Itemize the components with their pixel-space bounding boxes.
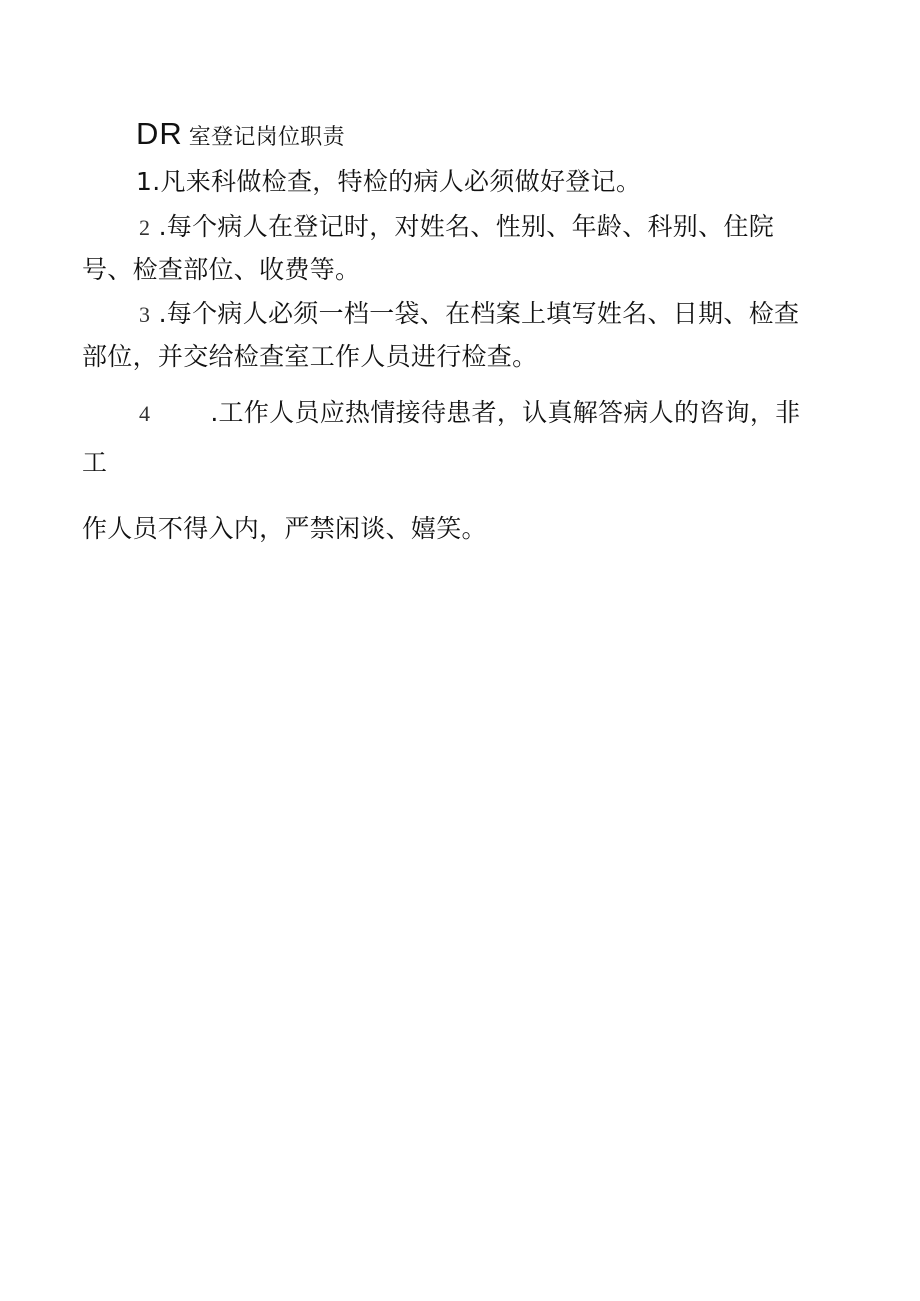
item-4-line-1 (139, 398, 800, 429)
item-1: 1.凡来科做检查，特检的病人必须做好登记。 (136, 167, 642, 196)
item-3-text: .每个病人必须一档一袋、在档案上填写姓名、日期、检查 (158, 299, 800, 328)
item-2-line-2: 号、检查部位、收费等。 (82, 255, 361, 284)
item-2-number: 2 (139, 215, 151, 240)
item-4-number: 4 (139, 401, 151, 426)
document-title (136, 116, 345, 153)
item-3-number: 3 (139, 302, 151, 327)
item-4-text: .工作人员应热情接待患者，认真解答病人的咨询，非 (210, 398, 801, 427)
item-3-line-2: 部位，并交给检查室工作人员进行检查。 (82, 342, 538, 371)
item-4-line-3: 作人员不得入内，严禁闲谈、嬉笑。 (82, 514, 487, 543)
item-3-line-1 (139, 299, 799, 330)
item-2-line-1 (139, 212, 774, 243)
title-prefix: DR (136, 116, 183, 151)
item-2-text: .每个病人在登记时，对姓名、性别、年龄、科别、住院 (158, 212, 775, 241)
item-4-line-2: 工 (82, 448, 108, 477)
title-text: 室登记岗位职责 (188, 125, 345, 150)
